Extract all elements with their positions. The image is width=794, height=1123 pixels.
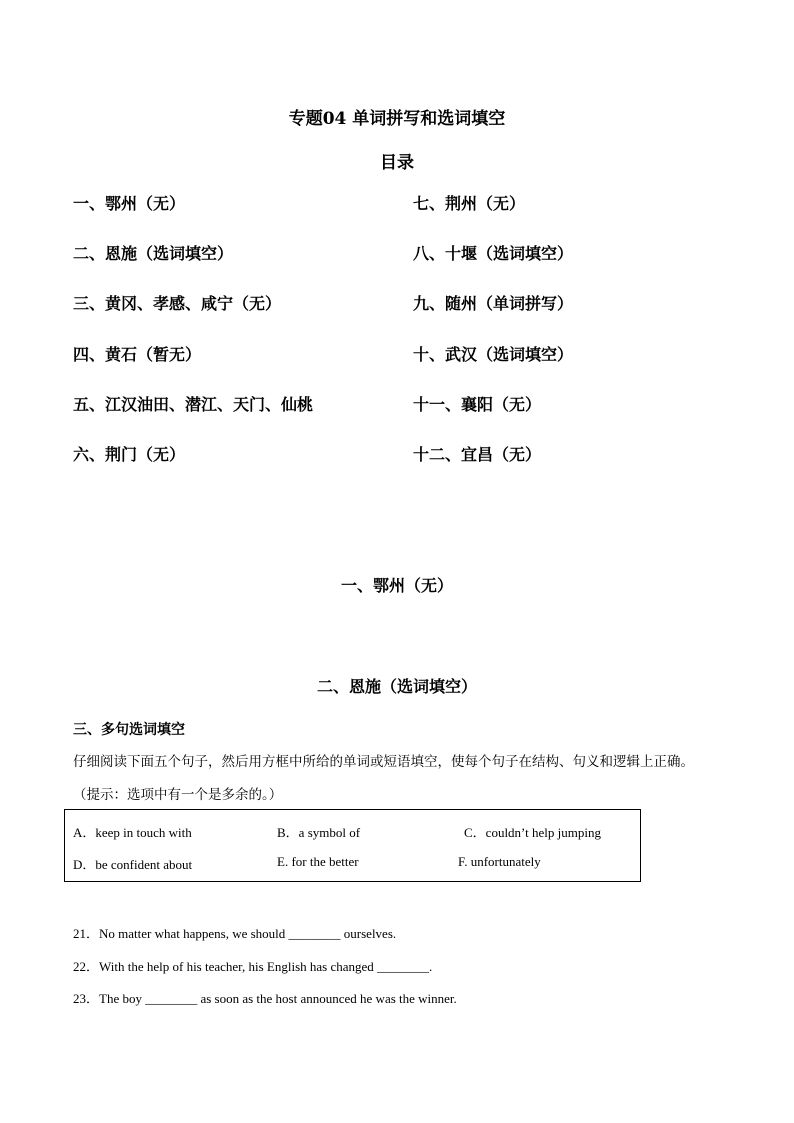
- toc-item: 九、随州（单词拼写）: [413, 294, 574, 313]
- option-c: C．couldn’t help jumping: [464, 825, 601, 840]
- toc-item: 二、恩施（选词填空）: [73, 244, 234, 263]
- document-title: 专题04 单词拼写和选词填空: [288, 109, 506, 129]
- toc-item: 四、黄石（暂无）: [73, 345, 202, 364]
- section-heading-enshi: 二、恩施（选词填空）: [316, 677, 477, 696]
- option-b: B．a symbol of: [277, 825, 361, 840]
- option-f: F. unfortunately: [458, 854, 541, 869]
- exercise-instruction: 仔细阅读下面五个句子，然后用方框中所给的单词或短语填空，使每个句子在结构、句义和逻辑上正确。: [73, 754, 694, 770]
- toc-item: 七、荆州（无）: [413, 194, 526, 213]
- exercise-heading: 三、多句选词填空: [73, 722, 185, 738]
- toc-item: 六、荆门（无）: [73, 445, 186, 464]
- toc-item: 十二、宜昌（无）: [413, 445, 542, 464]
- section-heading-ezhou: 一、鄂州（无）: [340, 576, 453, 595]
- toc-item: 十、武汉（选词填空）: [413, 345, 574, 364]
- toc-title: 目录: [380, 153, 414, 173]
- toc-item: 五、江汉油田、潜江、天门、仙桃: [73, 395, 314, 414]
- toc-item: 三、黄冈、孝感、咸宁（无）: [73, 294, 282, 313]
- question-23: 23．The boy ________ as soon as the host announced he was the winner.: [73, 991, 457, 1006]
- toc-item: 八、十堰（选词填空）: [413, 244, 574, 263]
- option-d: D．be confident about: [73, 857, 193, 872]
- option-a: A．keep in touch with: [73, 825, 192, 840]
- toc-item: 十一、襄阳（无）: [413, 395, 542, 414]
- question-22: 22．With the help of his teacher, his English has changed ________.: [73, 959, 433, 974]
- option-e: E. for the better: [277, 854, 359, 869]
- exercise-hint: （提示：选项中有一个是多余的。）: [73, 787, 283, 803]
- question-21: 21．No matter what happens, we should ________ ourselves.: [73, 926, 397, 941]
- toc-item: 一、鄂州（无）: [73, 194, 186, 213]
